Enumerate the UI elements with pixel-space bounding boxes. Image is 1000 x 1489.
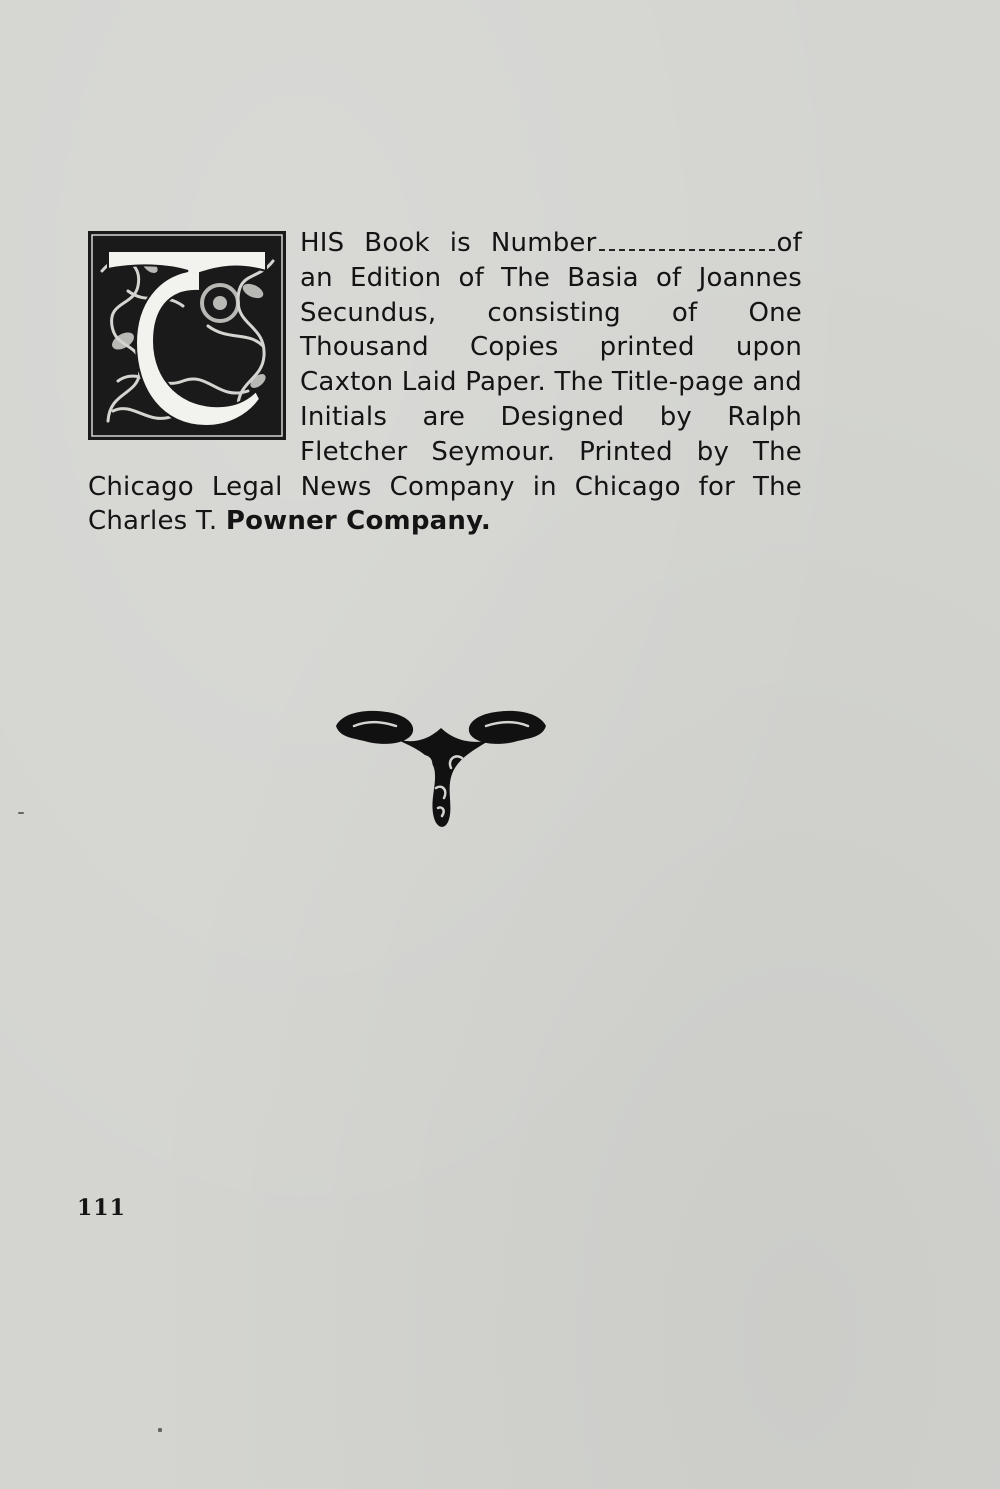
decorated-initial-t-icon — [88, 231, 286, 440]
floral-vine-ornament-icon — [334, 708, 548, 832]
colophon-text-end: Powner Company. — [225, 506, 491, 537]
paper-speck — [158, 1428, 162, 1432]
colophon-text-body: of an Edition of The Basia of Joannes Secundus, consisting of One Thousand Copies printed upon Caxton Laid Paper. The Title-page and Initials are Designed by Ralph Fletcher Seymour. Printed by The Chicago Legal News Company in Chicago for The Charles T. — [88, 228, 802, 537]
page-number: 111 — [77, 1195, 126, 1221]
colophon-text-opening: HIS Book is Number — [300, 228, 597, 258]
paper-speck — [18, 812, 24, 814]
colophon-paragraph — [88, 226, 802, 539]
edition-number-blank — [599, 231, 775, 251]
